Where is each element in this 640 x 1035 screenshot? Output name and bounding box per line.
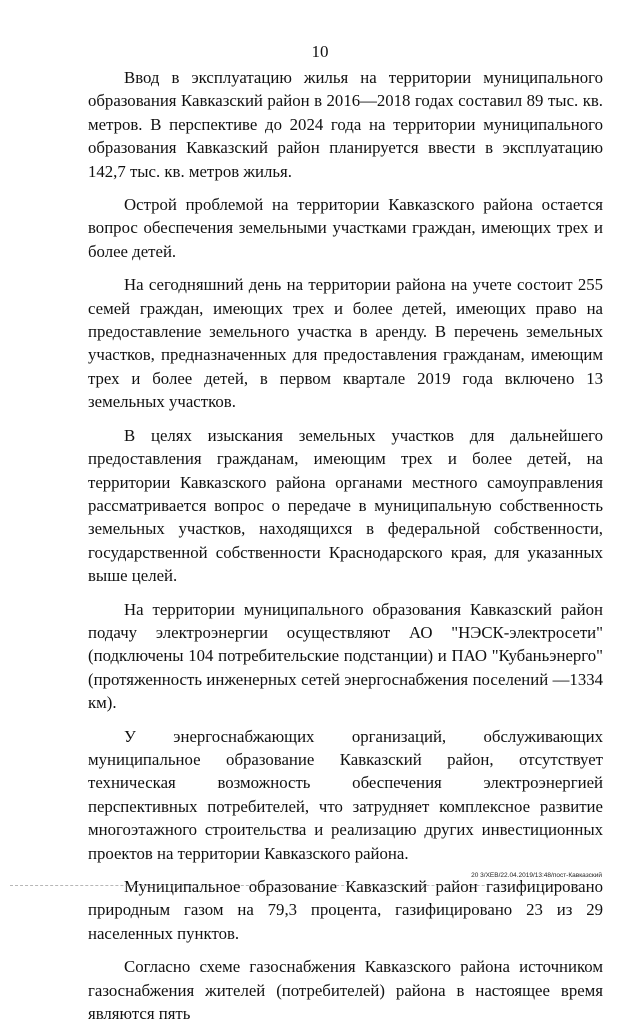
paragraph-gas-scheme: Согласно схеме газоснабжения Кавказского района источником газоснабжения жителей (потребителей) района в настоящее время являются пять	[88, 957, 603, 1024]
page-number: 10	[311, 42, 329, 61]
scan-edge-line	[10, 882, 580, 886]
document-body	[88, 66, 603, 1035]
paragraph-gasification: Муниципальное образование Кавказский район газифицировано природным газом на 79,3 процента, газифицировано 23 из 29 населенных пунктов.	[88, 877, 603, 943]
paragraph-land-search: В целях изыскания земельных участков для дальнейшего предоставления гражданам, имеющим трех и более детей, на территории Кавказского района органами местного самоуправления рассматривается вопрос о передаче в муниципальную собственность земельных участков, находящихся в федеральной собственности, государственной собственности Краснодарского края, для указанных выше целей.	[88, 425, 603, 586]
paragraph-families-count: На сегодняшний день на территории района на учете состоит 255 семей граждан, имеющих трех и более детей, имеющих право на предоставление земельного участка в аренду. В перечень земельных участков, предназначенных для предоставления гражданам, имеющим трех и более детей, в первом квартале 2019 года включено 13 земельных участков.	[88, 275, 603, 412]
paragraph-housing: Ввод в эксплуатацию жилья на территории муниципального образования Кавказский район в 2016—2018 годах составил 89 тыс. кв. метров. В перспективе до 2024 года на территории муниципального образования Кавказский район планируется ввести в эксплуатацию 142,7 тыс. кв. метров жилья.	[88, 68, 603, 181]
paragraph-energy-capacity: У энергоснабжающих организаций, обслуживающих муниципальное образование Кавказский район, отсутствует техническая возможность обеспечения электроэнергией перспективных потребителей, что затрудняет комплексное развитие многоэтажного строительства и реализацию других инвестиционных проектов на территории Кавказского района.	[88, 726, 603, 863]
document-footer-code: 20 3/XEB/22.04.2019/13:48/пост-Кавказский	[471, 872, 602, 879]
paragraph-electricity-supply: На территории муниципального образования Кавказский район подачу электроэнергии осуществляют АО "НЭСК-электросети" (подключены 104 потребительские подстанции) и ПАО "Кубаньэнерго" (протяженность инженерных сетей энергоснабжения поселений —1334 км).	[88, 599, 603, 713]
paragraph-land-problem: Острой проблемой на территории Кавказского района остается вопрос обеспечения земельными участками граждан, имеющих трех и более детей.	[88, 195, 603, 261]
